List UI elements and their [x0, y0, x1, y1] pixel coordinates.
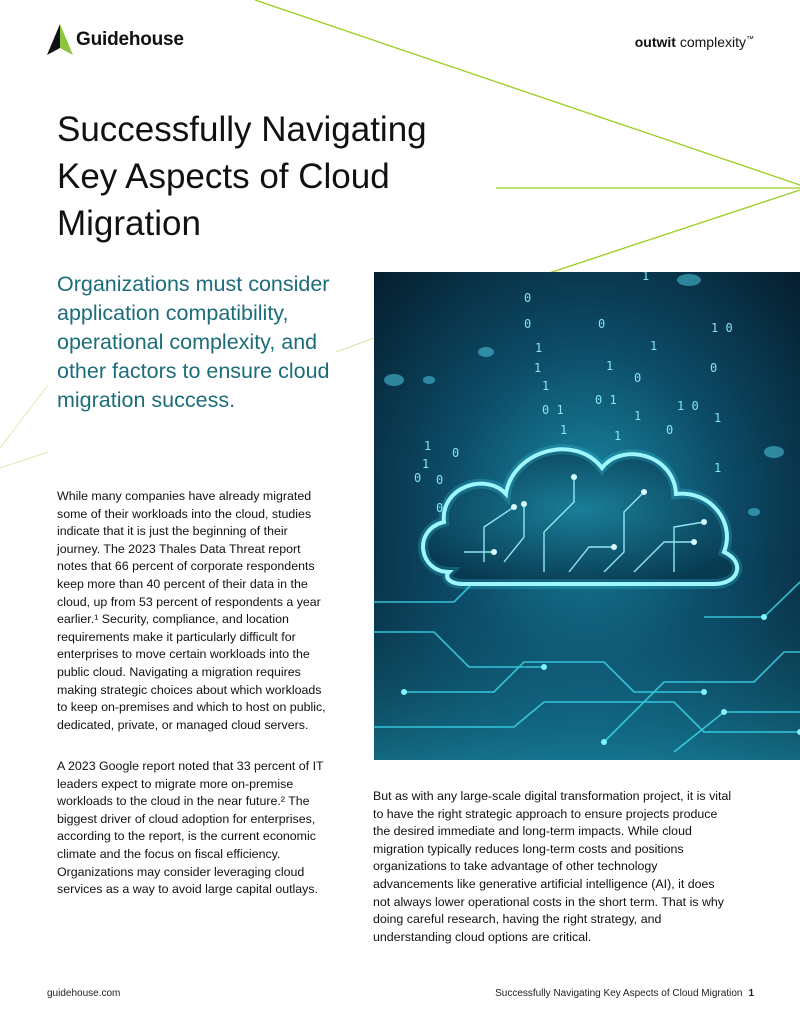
svg-text:1: 1 — [606, 359, 614, 373]
svg-text:0: 0 — [666, 423, 674, 437]
cloud-circuit-image — [374, 272, 800, 760]
page-title: Successfully Navigating Key Aspects of Cloud Migration — [57, 110, 427, 243]
svg-text:0: 0 — [436, 473, 444, 487]
guidehouse-logo[interactable] — [47, 24, 184, 56]
svg-text:0: 0 — [524, 317, 532, 331]
trademark-mark: ™ — [746, 34, 754, 44]
svg-text:1: 1 — [634, 409, 642, 423]
tagline — [635, 34, 754, 50]
subtitle: Organizations must consider application compatibility, operational complexity, and other factors to ensure cloud migration success. — [57, 272, 330, 412]
svg-text:0 1: 0 1 — [595, 393, 617, 407]
body-paragraph-3: But as with any large-scale digital transformation project, it is vital to have the right strategic approach to ensure projects produce the desired immediate and long-term impacts. While cloud migration typically reduces long-term costs and positions organizations to take advantage of other technology advancements like generative artificial intelligence (AI), it does not always lower operational costs in the short term. That is why doing careful research, having the right strategy, and understanding cloud options are critical. — [373, 789, 732, 944]
svg-text:0: 0 — [634, 371, 642, 385]
body-paragraph-1: While many companies have already migrated some of their workloads into the cloud, studies indicate that it is just the beginning of their journey. The 2023 Thales Data Threat report notes that 66 percent of corporate respondents keep more than 40 percent of their data in the cloud, up from 53 percent of respondents a year earlier.¹ Security, compliance, and location requirements make it particularly difficult for enterprises to move certain workloads into the public cloud. Navigating a migration requires making strategic choices about which workloads to keep on-premises and which to host on public, dedicated, private, or managed cloud servers. — [57, 489, 326, 732]
footer-site-link[interactable]: guidehouse.com — [47, 988, 121, 999]
svg-text:0: 0 — [524, 291, 532, 305]
svg-text:1: 1 — [642, 272, 650, 283]
footer-doc-info — [495, 988, 754, 999]
svg-text:0 1: 0 1 — [542, 403, 564, 417]
tagline-bold: outwit — [634, 34, 676, 50]
svg-text:1: 1 — [424, 439, 432, 453]
svg-text:1: 1 — [542, 379, 550, 393]
svg-text:1: 1 — [422, 457, 430, 471]
svg-text:1: 1 — [614, 429, 622, 443]
cloud-illustration — [374, 272, 800, 760]
logo-text: Guidehouse — [76, 29, 184, 50]
svg-text:0: 0 — [598, 317, 606, 331]
svg-text:0: 0 — [414, 471, 422, 485]
svg-text:1: 1 — [714, 411, 722, 425]
svg-text:1 0: 1 0 — [677, 399, 699, 413]
svg-text:1: 1 — [534, 361, 542, 375]
svg-text:1: 1 — [535, 341, 543, 355]
svg-text:1 0: 1 0 — [711, 321, 733, 335]
page-number: 1 — [748, 988, 754, 999]
svg-text:1: 1 — [650, 339, 658, 353]
footer-doc-title: Successfully Navigating Key Aspects of Cloud Migration — [495, 988, 743, 999]
svg-text:0: 0 — [436, 501, 444, 515]
body-paragraph-2: A 2023 Google report noted that 33 percent of IT leaders expect to migrate more on-premise workloads to the cloud in the near future.² The biggest driver of cloud adoption for enterprises, according to the report, is the current economic climate and the focus on fiscal efficiency. Organizations may consider leveraging cloud services as a way to avoid large capital outlays. — [57, 759, 324, 897]
svg-text:1: 1 — [560, 423, 568, 437]
guidehouse-logo-icon — [47, 24, 73, 56]
svg-text:1: 1 — [714, 461, 722, 475]
tagline-regular: complexity — [679, 34, 746, 50]
svg-text:0: 0 — [452, 446, 460, 460]
svg-text:0: 0 — [710, 361, 718, 375]
